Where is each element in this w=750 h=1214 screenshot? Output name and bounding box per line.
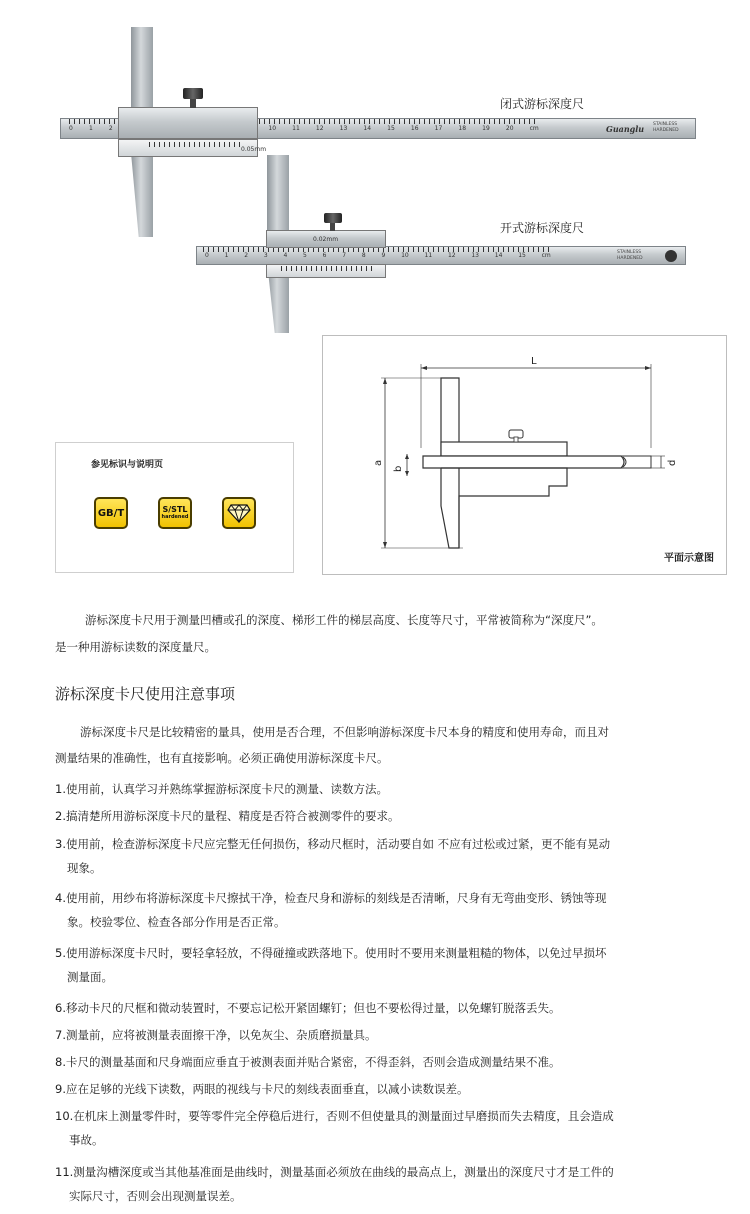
label-b: b <box>393 465 404 472</box>
diamond-icon <box>222 497 256 529</box>
depth-gauge-schematic <box>323 336 728 576</box>
closed-brand-logo: Guanglu <box>606 124 645 134</box>
note-item-9: 9.应在足够的光线下读数，两眼的视线与卡尺的刻线表面垂直，以减小读数误差。 <box>55 1082 469 1096</box>
open-brand-logo <box>665 250 677 262</box>
notes-heading: 游标深度卡尺使用注意事项 <box>55 685 236 703</box>
closed-gauge-caption: 闭式游标深度尺 <box>500 97 585 111</box>
sstl-label: S/STL <box>162 505 188 515</box>
label-L: L <box>531 356 537 367</box>
closed-stamp-label: STAINLESS HARDENED <box>653 122 679 133</box>
note-item-1: 1.使用前，认真学习并熟练掌握游标深度卡尺的测量、读数方法。 <box>55 782 388 796</box>
label-d: d <box>667 459 678 466</box>
reference-title: 参见标识与说明页 <box>91 460 164 470</box>
note-item-4: 4.使用前，用纱布将游标深度卡尺擦拭干净，检查尺身和游标的刻线是否清晰，尺身有无弯曲变形、锈蚀等现 象。校验零位、检查各部分作用是否正常。 <box>55 891 607 929</box>
note-item-7: 7.测量前，应将被测量表面擦干净，以免灰尘、杂质磨损量具。 <box>55 1028 377 1042</box>
open-lock-screw <box>324 213 342 223</box>
note-item-10: 10.在机床上测量零件时，要等零件完全停稳后进行，否则不但使量具的测量面过早磨损而失去精度，且会造成 事故。 <box>55 1109 614 1147</box>
closed-vernier-label: 0.05mm <box>241 146 267 153</box>
notes-intro-line-1: 游标深度卡尺是比较精密的量具，使用是否合理，不但影响游标深度卡尺本身的精度和使用寿命，而且对 <box>80 725 609 739</box>
open-gauge-slider <box>266 230 386 248</box>
open-gauge-beam <box>196 246 686 265</box>
schematic-caption: 平面示意图 <box>664 553 714 564</box>
open-gauge-caption: 开式游标深度尺 <box>500 221 585 235</box>
open-depth-gauge-photo <box>0 150 750 340</box>
label-a: a <box>373 459 384 466</box>
intro-line-1: 游标深度卡尺用于测量凹槽或孔的深度、梯形工件的梯层高度、长度等尺寸，平常被简称为“深度尺”。 <box>85 613 603 627</box>
note-item-11: 11.测量沟槽深度或当其他基准面是曲线时，测量基面必须放在曲线的最高点上，测量出的深度尺寸才是工件的 实际尺寸，否则会出现测量误差。 <box>55 1165 614 1203</box>
note-item-2: 2.搞清楚所用游标深度卡尺的量程、精度是否符合被测零件的要求。 <box>55 809 400 823</box>
open-gauge-base <box>266 264 386 278</box>
closed-gauge-slider <box>118 107 258 139</box>
gbt-standard-badge: GB/T <box>94 497 128 529</box>
note-item-6: 6.移动卡尺的尺框和微动装置时，不要忘记松开紧固螺钉；但也不要松得过量，以免螺钉脱落丢失。 <box>55 1001 561 1015</box>
intro-line-2: 是一种用游标读数的深度量尺。 <box>55 640 216 654</box>
closed-scale-labels: 0 1 2 10 11 12 13 14 15 16 17 18 19 20 cm <box>69 125 539 132</box>
stainless-hardened-badge <box>158 497 192 529</box>
schematic-diagram-box <box>322 335 727 575</box>
note-item-5: 5.使用游标深度卡尺时，要轻拿轻放，不得碰撞或跌落地下。使用时不要用来测量粗糙的物体，以免过早损坏 测量面。 <box>55 946 607 984</box>
open-stamp-label: STAINLESS HARDENED <box>617 250 643 261</box>
open-scale-labels: 0 1 2 3 4 5 6 7 8 9 10 11 12 13 14 15 cm <box>205 252 551 259</box>
note-item-3: 3.使用前，检查游标深度卡尺应完整无任何损伤，移动尺框时，活动要自如 不应有过松或过紧，更不能有晃动 现象。 <box>55 837 611 875</box>
reference-marks-box <box>55 442 294 573</box>
note-item-8: 8.卡尺的测量基面和尺身端面应垂直于被测表面并贴合紧密，不得歪斜，否则会造成测量结果不准。 <box>55 1055 561 1069</box>
hardened-label: hardened <box>161 513 189 520</box>
closed-lock-screw <box>183 88 203 99</box>
notes-intro-line-2: 测量结果的准确性，也有直接影响。必须正确使用游标深度卡尺。 <box>55 751 389 765</box>
open-vernier-label: 0.02mm <box>313 236 339 243</box>
